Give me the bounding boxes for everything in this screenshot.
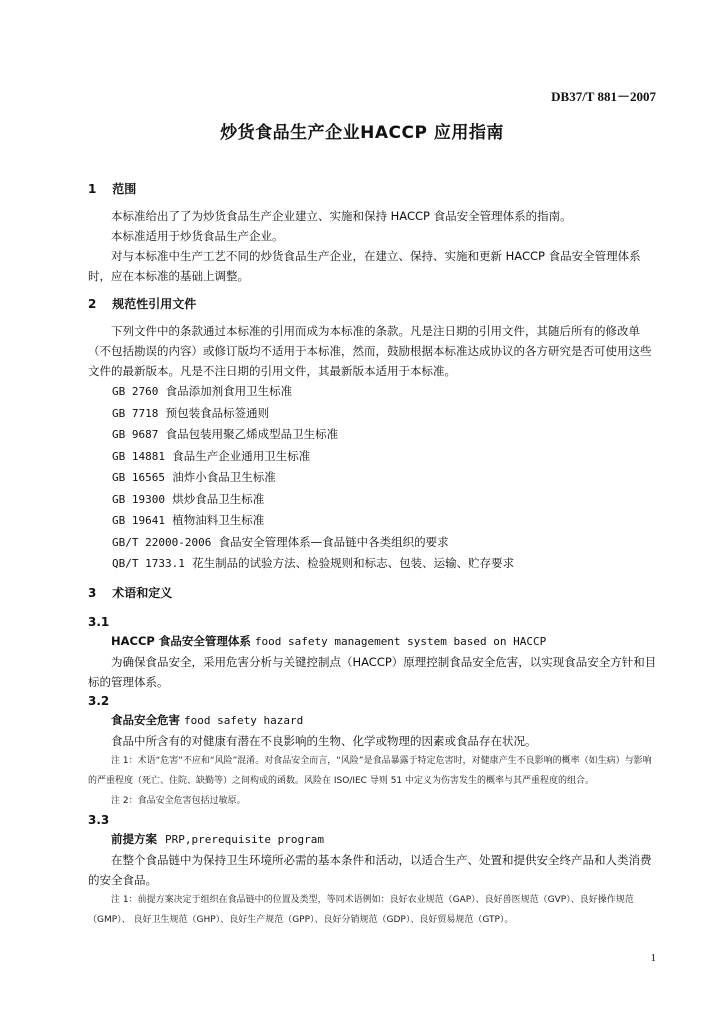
reference-item (88, 553, 658, 575)
paragraph: 对与本标准中生产工艺不同的炒货食品生产企业，在建立、保持、实施和更新 HACCP 食品安全管理体系时，应在本标准的基础上调整。 (88, 249, 641, 283)
reference-code: GB 7718 (112, 406, 159, 420)
reference-code: GB 14881 (112, 449, 165, 463)
term-heading (88, 710, 658, 731)
section-title: 规范性引用文件 (112, 297, 197, 311)
document-body (88, 180, 658, 930)
reference-item (88, 424, 658, 446)
reference-code: GB 19300 (112, 492, 165, 506)
term-english: food safety hazard (184, 713, 304, 727)
section-heading-scope (88, 180, 658, 197)
reference-title: 预包装食品标签通则 (165, 405, 270, 420)
term-note: 注 1：术语“危害”不应和“风险”混淆。对食品安全而言，“风险”是食品暴露于特定危害时，对健康产生不良影响的概率（如生病）与影响的严重程度（死亡、住院、缺勤等）之间构成的函数。风险在 ISO/IEC 导则 51 中定义为伤害发生的概率与其严重程度的组合。 (88, 755, 652, 786)
page-number: 1 (650, 952, 656, 964)
reference-code: QB/T 1733.1 (112, 557, 185, 570)
standard-number: DB37/T 881－2007 (551, 89, 656, 104)
reference-code: GB 16565 (112, 471, 165, 484)
paragraph: 下列文件中的条款通过本标准的引用而成为本标准的条款。凡是注日期的引用文件，其随后所有的修改单（不包括勘误的内容）或修订版均不适用于本标准，然而，鼓励根据本标准达成协议的各方研究是否可使用这些文件的最新版本。凡是不注日期的引用文件，其最新版本适用于本标准。 (88, 324, 652, 378)
term-chinese: 食品安全危害 (111, 712, 180, 727)
reference-item (88, 489, 658, 511)
term-heading (88, 829, 658, 850)
reference-list (88, 381, 658, 575)
term-definition: 为确保食品安全，采用危害分析与关键控制点（HACCP）原理控制食品安全危害，以实现食品安全方针和目标的管理体系。 (88, 654, 657, 689)
reference-code: GB/T 22000-2006 (112, 535, 212, 549)
reference-item (88, 467, 658, 489)
section-heading-normative-references (88, 295, 658, 312)
reference-item (88, 532, 658, 554)
clause-number: 3.2 (88, 693, 110, 708)
section-number: 1 (88, 182, 97, 196)
term-definition: 在整个食品链中为保持卫生环境所必需的基本条件和活动，以适合生产、处置和提供安全终产品和人类消费的安全食品。 (88, 852, 652, 887)
reference-title: 植物油料卫生标准 (172, 513, 265, 527)
reference-title: 食品添加剂食用卫生标准 (165, 384, 293, 398)
section-number: 2 (88, 297, 97, 311)
section-title: 范围 (112, 182, 137, 196)
reference-item (88, 381, 658, 403)
paragraph: 本标准适用于炒货食品生产企业。 (111, 229, 284, 243)
clause-number: 3.1 (88, 614, 110, 629)
reference-item (88, 446, 658, 468)
section-number: 3 (88, 585, 97, 600)
reference-title: 食品生产企业通用卫生标准 (172, 448, 311, 463)
paragraph: 本标准给出了了为炒货食品生产企业建立、实施和保持 HACCP 食品安全管理体系的指南。 (111, 209, 572, 223)
reference-item (88, 403, 658, 425)
reference-title: 烘炒食品卫生标准 (172, 491, 265, 506)
reference-item (88, 510, 658, 532)
section-heading-terms-definitions (88, 584, 658, 601)
reference-title: 油炸小食品卫生标准 (172, 470, 276, 484)
term-english: PRP,prerequisite program (165, 832, 324, 846)
term-chinese: 前提方案 (111, 831, 157, 846)
reference-title: 食品包装用聚乙烯成型品卫生标准 (165, 427, 339, 441)
section-title: 术语和定义 (112, 585, 173, 600)
reference-code: GB 2760 (112, 385, 159, 398)
term-chinese: HACCP 食品安全管理体系 (111, 633, 251, 648)
reference-title: 食品安全管理体系—食品链中各类组织的要求 (218, 534, 449, 549)
reference-title: 花生制品的试验方法、检验规则和标志、包装、运输、贮存要求 (192, 556, 515, 570)
reference-code: GB 19641 (112, 514, 165, 527)
clause-number: 3.3 (88, 812, 110, 827)
term-heading (88, 631, 658, 652)
reference-code: GB 9687 (112, 428, 159, 441)
term-english: food safety management system based on HACCP (254, 634, 547, 648)
term-note: 注 1：前提方案决定于组织在食品链中的位置及类型，等同术语例如：良好农业规范（GAP）、良好兽医规范（GVP）、良好操作规范（GMP）、 良好卫生规范（GHP）、良好生产规范（GPP）、良好分销规范（GDP）、良好贸易规范（GTP）。 (88, 894, 634, 925)
term-note: 注 2：食品安全危害包括过敏原。 (111, 795, 246, 806)
term-definition: 食品中所含有的对健康有潜在不良影响的生物、化学或物理的因素或食品存在状况。 (111, 733, 537, 748)
document-title: 炒货食品生产企业HACCP 应用指南 (220, 123, 504, 143)
